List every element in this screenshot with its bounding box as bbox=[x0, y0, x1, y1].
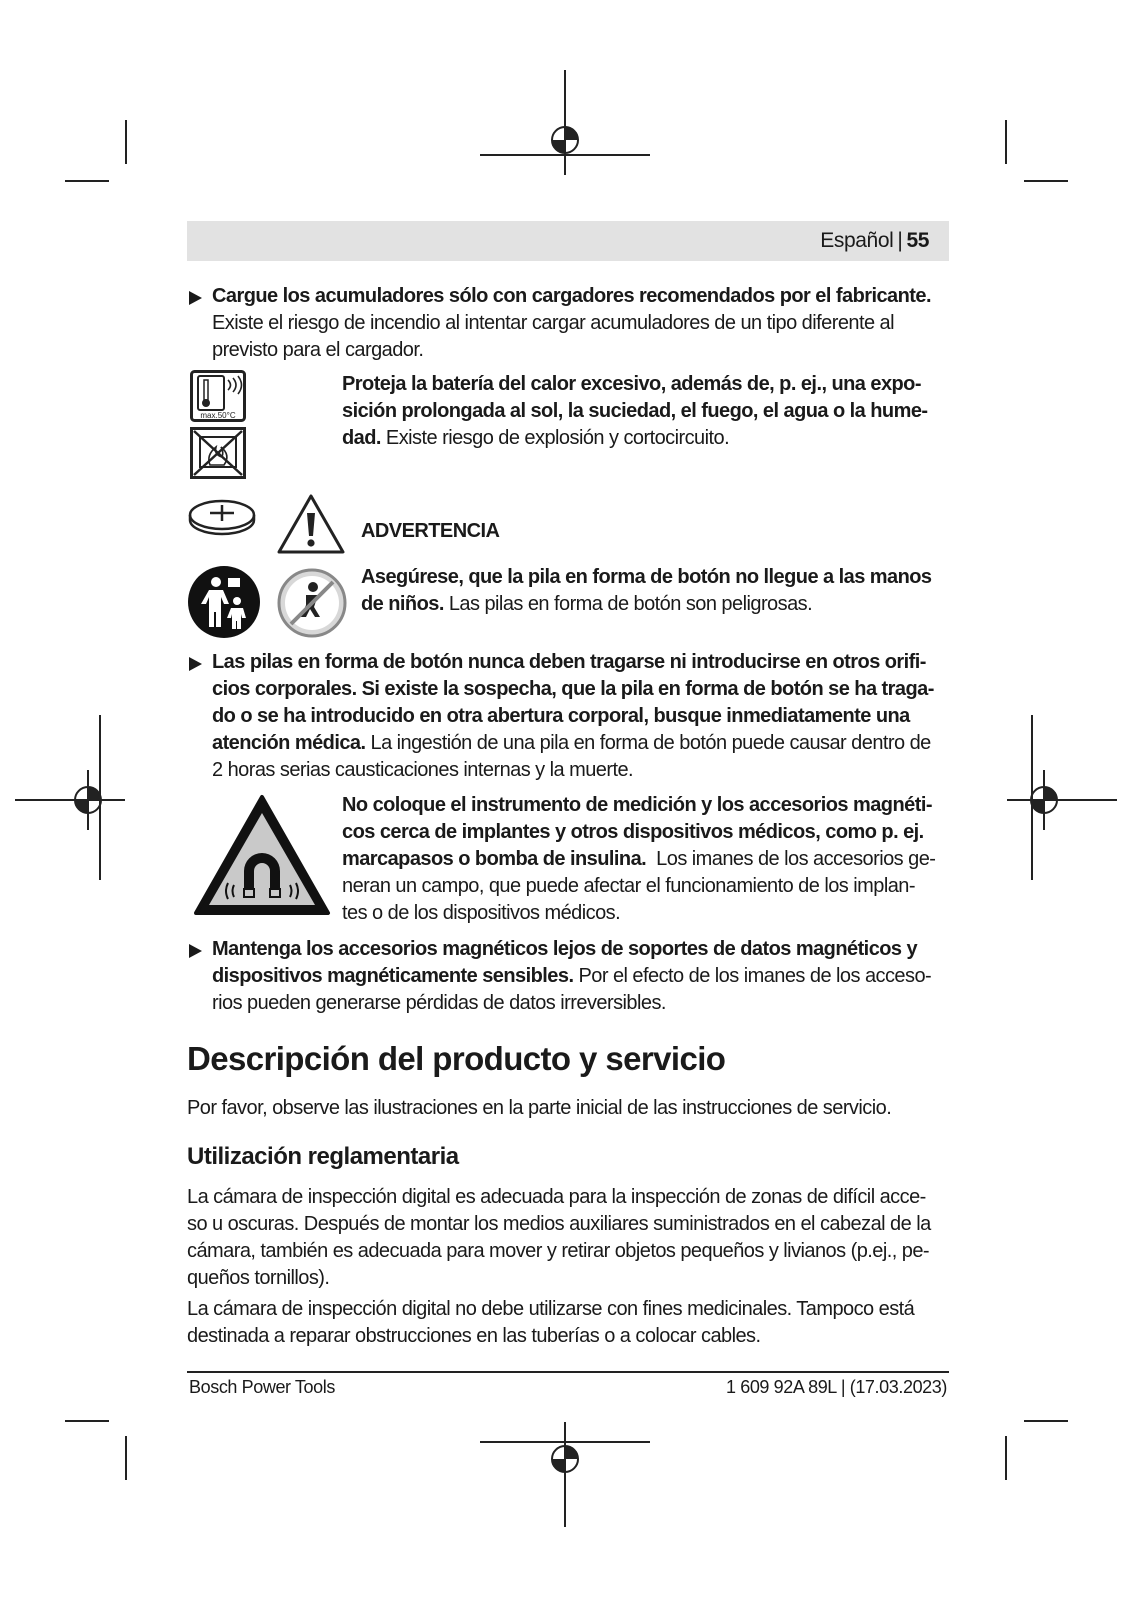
bullet-charger-bold: Cargue los acumuladores sólo con cargadores recomendados por el fabricante. bbox=[212, 285, 931, 307]
bullet-swallow-line5: 2 horas serias causticaciones internas y la muerte. bbox=[212, 759, 634, 781]
bullet-data-media bbox=[212, 936, 952, 1017]
heat-warning-text bbox=[342, 371, 952, 452]
intended-use-p2-line2: destinada a reparar obstrucciones en las tuberías o a colocar cables. bbox=[187, 1325, 761, 1347]
header-language: Español bbox=[820, 229, 894, 252]
bullet-charger-line2: Existe el riesgo de incendio al intentar cargar acumuladores de un tipo diferente al bbox=[212, 312, 895, 334]
section-title: Descripción del producto y servicio bbox=[187, 1040, 726, 1077]
magnet-warning-icon bbox=[192, 793, 332, 917]
bullet-data-media-line1: Mantenga los accesorios magnéticos lejos de soportes de datos magnéticos y bbox=[212, 938, 918, 960]
heat-warning-line1: Proteja la batería del calor excesivo, además de, p. ej., una expo- bbox=[342, 373, 921, 395]
bullet-data-media-line2-bold: dispositivos magnéticamente sensibles. bbox=[212, 965, 574, 987]
header-separator: | bbox=[897, 229, 903, 252]
magnet-warning-line3-bold: marcapasos o bomba de insulina. bbox=[342, 848, 647, 870]
bullet-swallow-line4-bold: atención médica. bbox=[212, 732, 366, 754]
footer-right: 1 609 92A 89L | (17.03.2023) bbox=[726, 1377, 947, 1397]
registration-mark-right bbox=[1007, 770, 1117, 830]
intended-use-paragraph-1 bbox=[187, 1184, 957, 1292]
no-swallow-icon bbox=[276, 567, 348, 639]
heat-warning-line2: sición prolongada al sol, la suciedad, el fuego, el agua o la hume- bbox=[342, 400, 928, 422]
intended-use-p1-line2: so u oscuras. Después de montar los medios auxiliares suministrados en el cabezal de la bbox=[187, 1213, 931, 1235]
bullet-data-media-line3: rios pueden generarse pérdidas de datos irreversibles. bbox=[212, 992, 666, 1014]
magnet-warning-line5: tes o de los dispositivos médicos. bbox=[342, 902, 621, 924]
heat-warning-line3-rest: Existe riesgo de explosión y cortocircuito. bbox=[380, 427, 730, 449]
intended-use-paragraph-2 bbox=[187, 1296, 957, 1350]
advertencia-line2-bold: de niños. bbox=[361, 593, 444, 615]
magnet-warning-line4: neran un campo, que puede afectar el funcionamiento de los implan- bbox=[342, 875, 915, 897]
intended-use-p2-line1: La cámara de inspección digital no debe utilizarse con fines medicinales. Tampoco está bbox=[187, 1298, 915, 1320]
footer-rule bbox=[187, 1371, 949, 1373]
advertencia-title: ADVERTENCIA bbox=[361, 520, 500, 542]
intended-use-p1-line4: queños tornillos). bbox=[187, 1267, 330, 1289]
no-water-fire-icon bbox=[190, 427, 246, 479]
bullet-swallow-line1: Las pilas en forma de botón nunca deben tragarse ni introducirse en otros orifi- bbox=[212, 651, 926, 673]
warning-triangle-icon bbox=[276, 493, 346, 555]
bullet-marker bbox=[189, 944, 202, 958]
bullet-marker bbox=[189, 291, 202, 305]
advertencia-line1: Asegúrese, que la pila en forma de botón no llegue a las manos bbox=[361, 566, 932, 588]
magnet-warning-line2: cos cerca de implantes y otros dispositivos médicos, como p. ej. bbox=[342, 821, 924, 843]
max-temp-label: max.50°C bbox=[200, 411, 236, 420]
subsection-title: Utilización reglamentaria bbox=[187, 1143, 459, 1170]
section-intro: Por favor, observe las ilustraciones en la parte inicial de las instrucciones de servicio. bbox=[187, 1097, 892, 1119]
advertencia-line2-rest: Las pilas en forma de botón son peligrosas. bbox=[443, 593, 813, 615]
registration-mark-top bbox=[480, 70, 650, 175]
bullet-charger-line3: previsto para el cargador. bbox=[212, 339, 424, 361]
footer-left: Bosch Power Tools bbox=[189, 1377, 335, 1397]
page-number: 55 bbox=[906, 229, 929, 252]
page-header bbox=[187, 221, 949, 261]
button-cell-battery-icon bbox=[188, 498, 256, 536]
bullet-marker bbox=[189, 657, 202, 671]
bullet-swallow bbox=[212, 649, 952, 784]
magnet-warning-line1: No coloque el instrumento de medición y los accesorios magnéti- bbox=[342, 794, 932, 816]
heat-warning-line3-bold: dad. bbox=[342, 427, 381, 449]
registration-mark-left bbox=[15, 770, 125, 830]
intended-use-p1-line3: cámara, también es adecuada para mover y retirar objetos pequeños y livianos (p.ej., pe- bbox=[187, 1240, 930, 1262]
magnet-warning-line3-rest: Los imanes de los accesorios ge- bbox=[646, 848, 936, 870]
bullet-swallow-line4-rest: La ingestión de una pila en forma de botón puede causar dentro de bbox=[365, 732, 931, 754]
magnet-warning-text bbox=[342, 792, 952, 927]
advertencia-text bbox=[361, 564, 951, 618]
intended-use-p1-line1: La cámara de inspección digital es adecuada para la inspección de zonas de difícil acce- bbox=[187, 1186, 926, 1208]
bullet-swallow-line3: do o se ha introducido en otra abertura corporal, busque inmediatamente una bbox=[212, 705, 910, 727]
bullet-swallow-line2: cios corporales. Si existe la sospecha, que la pila en forma de botón se ha traga- bbox=[212, 678, 934, 700]
keep-away-from-children-icon bbox=[187, 565, 261, 639]
bullet-charger bbox=[212, 283, 952, 364]
header-text bbox=[820, 229, 929, 253]
registration-mark-bottom bbox=[480, 1422, 650, 1527]
heat-thermometer-icon bbox=[190, 370, 246, 422]
bullet-data-media-line2-rest: Por el efecto de los imanes de los acceso- bbox=[573, 965, 932, 987]
